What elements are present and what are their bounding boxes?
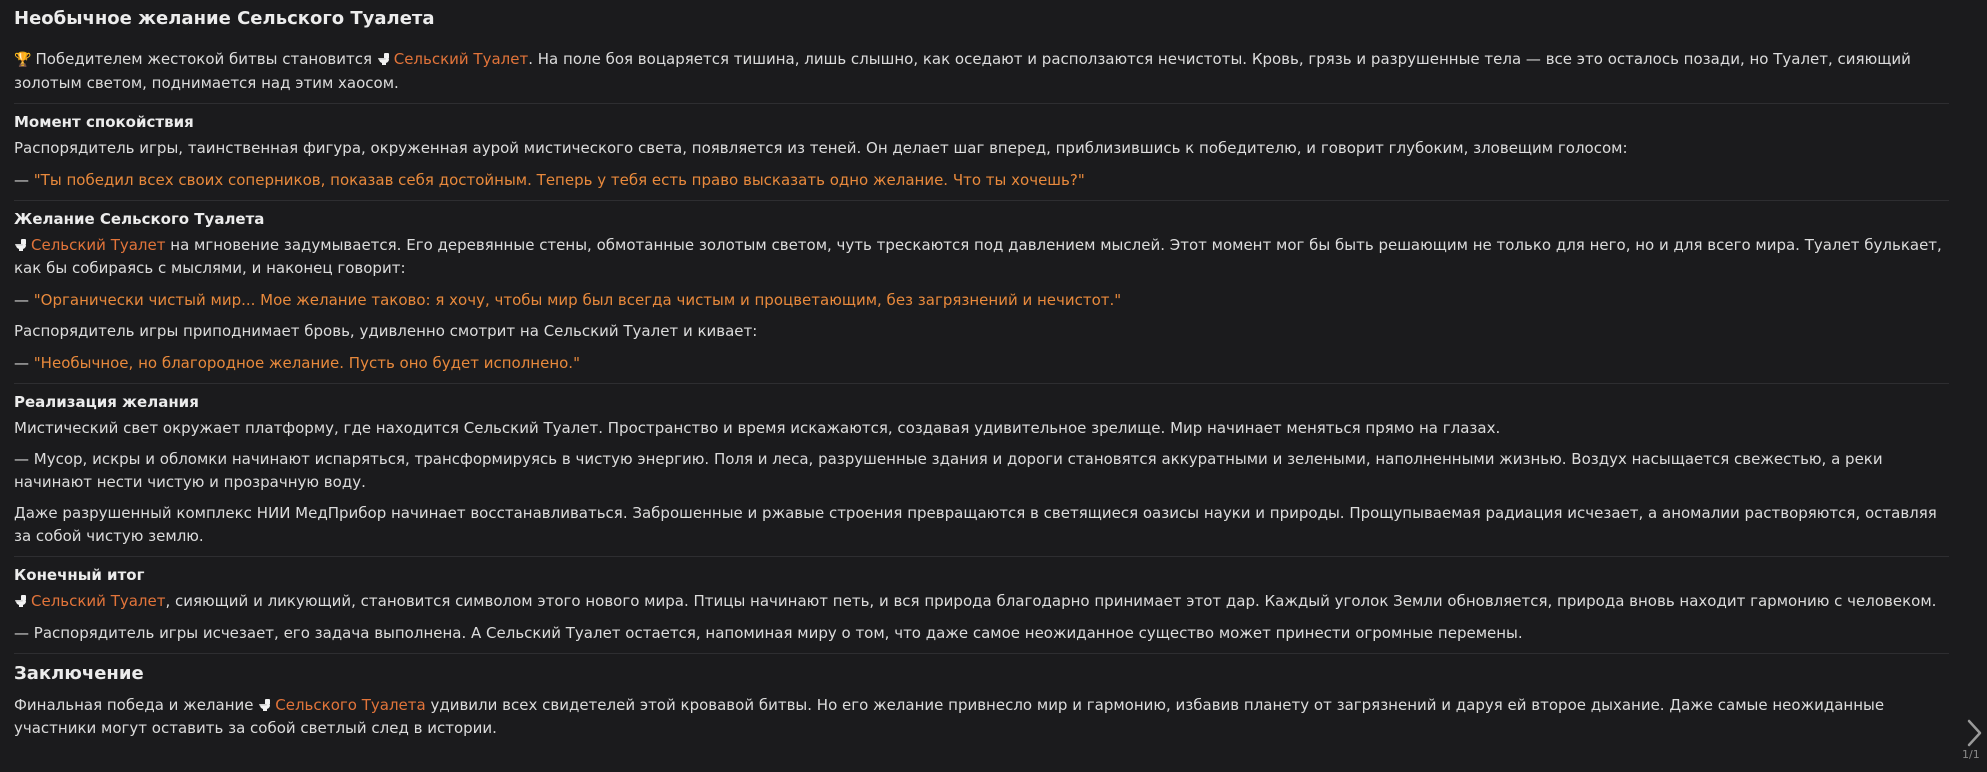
- toilet-icon: [258, 698, 272, 712]
- intro-prefix: Победителем жестокой битвы становится: [35, 50, 377, 68]
- quote-text: "Необычное, но благородное желание. Пусть оно будет исполнено.": [33, 354, 580, 372]
- toilet-icon: [14, 238, 28, 252]
- result-paragraph-2: — Распорядитель игры исчезает, его задача выполнена. А Сельский Туалет остается, напоминая миру о том, что даже самое неожиданное существо может принести огромные перемены.: [14, 624, 1523, 642]
- divider: [14, 653, 1949, 654]
- divider: [14, 556, 1949, 557]
- next-page-button[interactable]: [1963, 718, 1985, 748]
- chat-message: [14, 0, 1949, 740]
- section-heading-conclusion: Заключение: [14, 663, 144, 684]
- page-counter: 1/1: [1962, 748, 1980, 761]
- dash: —: [14, 354, 34, 372]
- toilet-name: Сельский Туалет: [393, 50, 529, 68]
- realization-paragraph-1: Мистический свет окружает платформу, где находится Сельский Туалет. Пространство и время искажаются, создавая удивительное зрелище. Мир начинает меняться прямо на глазах.: [14, 419, 1501, 437]
- divider: [14, 383, 1949, 384]
- dash: —: [14, 291, 34, 309]
- conclusion-prefix: Финальная победа и желание: [14, 696, 259, 714]
- wish-paragraph-rest: на мгновение задумывается. Его деревянные стены, обмотанные золотым светом, чуть трескаются под давлением мыслей. Этот момент мог бы быть решающим не только для него, но и для всего мира. Туалет булькает, как бы собираясь с мыслями, и наконец говорит:: [14, 236, 1942, 277]
- toilet-icon: [14, 594, 28, 608]
- dash: —: [14, 171, 34, 189]
- toilet-icon: [377, 52, 391, 66]
- conclusion-rest: удивили всех свидетелей этой кровавой битвы. Но его желание привнесло мир и гармонию, избавив планету от загрязнений и даруя ей второе дыхание. Даже самые неожиданные участники могут оставить за собой светлый след в истории.: [14, 696, 1885, 737]
- result-paragraph-rest: , сияющий и ликующий, становится символом этого нового мира. Птицы начинают петь, и вся природа благодарно принимает этот дар. Каждый уголок Земли обновляется, природа вновь находит гармонию с человеком.: [165, 592, 1937, 610]
- wish-paragraph: [14, 234, 1949, 280]
- section-heading-result: Конечный итог: [14, 566, 145, 584]
- toilet-name: Сельский Туалет: [31, 236, 166, 254]
- message-title: Необычное желание Сельского Туалета: [14, 8, 435, 29]
- calm-quote: [14, 169, 1949, 192]
- divider: [14, 103, 1949, 104]
- result-paragraph-1: [14, 590, 1949, 613]
- toilet-name: Сельского Туалета: [275, 696, 426, 714]
- chevron-right-icon: [1963, 718, 1985, 748]
- toilet-name: Сельский Туалет: [31, 592, 166, 610]
- calm-paragraph: Распорядитель игры, таинственная фигура, окруженная аурой мистического света, появляется из теней. Он делает шаг вперед, приблизившись к победителю, и говорит глубоким, зловещим голосом:: [14, 139, 1628, 157]
- master-quote: [14, 352, 1949, 375]
- conclusion-paragraph: [14, 694, 1949, 740]
- divider: [14, 200, 1949, 201]
- wish-quote: [14, 289, 1949, 312]
- quote-text: "Органически чистый мир... Мое желание таково: я хочу, чтобы мир был всегда чистым и процветающим, без загрязнений и нечистот.": [33, 291, 1122, 309]
- quote-text: "Ты победил всех своих соперников, показав себя достойным. Теперь у тебя есть право высказать одно желание. Что ты хочешь?": [33, 171, 1085, 189]
- section-heading-calm: Момент спокойствия: [14, 113, 194, 131]
- section-heading-realization: Реализация желания: [14, 393, 199, 411]
- intro-paragraph: [14, 48, 1949, 95]
- master-reaction: Распорядитель игры приподнимает бровь, удивленно смотрит на Сельский Туалет и кивает:: [14, 322, 758, 340]
- realization-paragraph-2: — Мусор, искры и обломки начинают испаряться, трансформируясь в чистую энергию. Поля и леса, разрушенные здания и дороги становятся аккуратными и зелеными, наполненными жизнью. Воздух насыщается свежестью, а реки начинают нести чистую и прозрачную воду.: [14, 450, 1883, 491]
- intro-suffix: . На поле боя воцаряется тишина, лишь слышно, как оседают и расползаются нечистоты. Кровь, грязь и разрушенные тела — все это осталось позади, но Туалет, сияющий золотым светом, поднимается над этим хаосом.: [14, 50, 1911, 92]
- realization-paragraph-3: Даже разрушенный комплекс НИИ МедПрибор начинает восстанавливаться. Заброшенные и ржавые строения превращаются в светящиеся оазисы науки и природы. Прощупываемая радиация исчезает, а аномалии растворяются, оставляя за собой чистую землю.: [14, 504, 1937, 545]
- trophy-icon: 🏆: [14, 52, 32, 68]
- section-heading-wish: Желание Сельского Туалета: [14, 210, 265, 228]
